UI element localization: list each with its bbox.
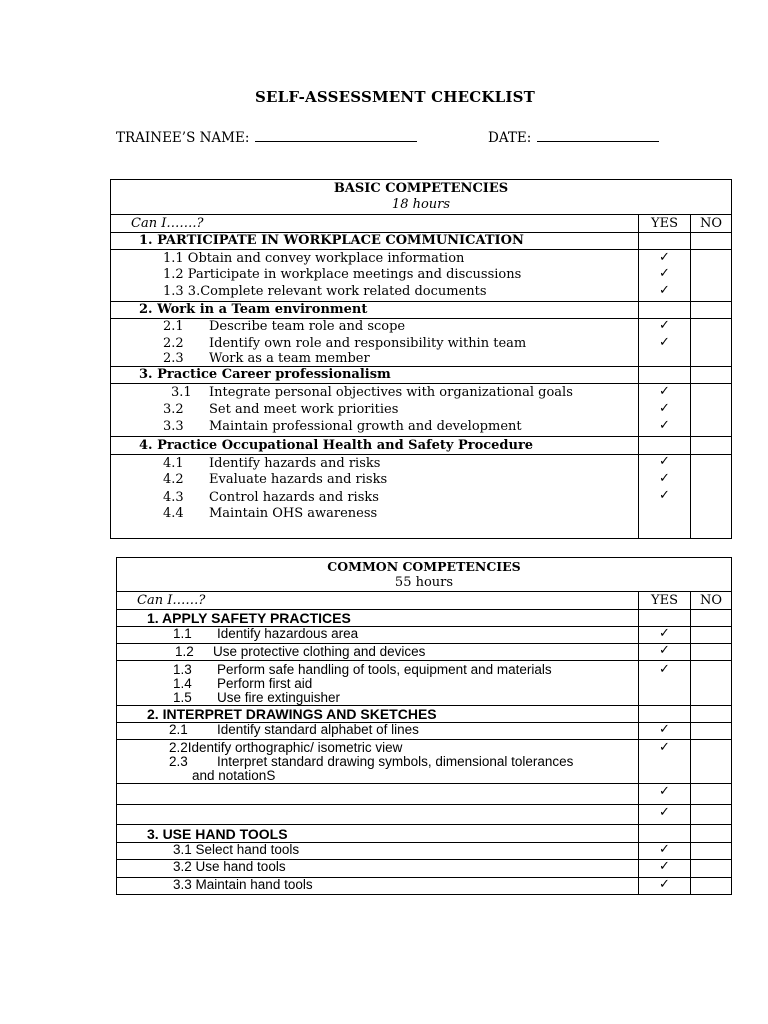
no-cell[interactable] (691, 319, 732, 367)
yes-cell[interactable] (639, 367, 691, 384)
column-header-row (117, 592, 732, 610)
section-header: BASIC COMPETENCIES (333, 181, 509, 196)
no-cell[interactable] (691, 627, 732, 644)
item-number: 2.3 (163, 351, 184, 366)
check-mark-icon: ✓ (659, 318, 670, 333)
no-cell[interactable] (691, 706, 732, 723)
table-row (117, 860, 732, 878)
no-cell[interactable] (691, 825, 732, 843)
item-cell (111, 250, 639, 302)
empty-cell (117, 784, 639, 805)
yes-cell[interactable] (639, 610, 691, 627)
item-number: 3.1 (171, 385, 192, 400)
table-header-row (111, 180, 732, 215)
item-number: 2.3 (169, 754, 188, 769)
table-row (117, 740, 732, 784)
basic-competencies-table (110, 179, 732, 539)
date-field[interactable] (488, 127, 659, 146)
competency-heading: 3. Practice Career professionalism (111, 367, 639, 384)
list-item: Identify own role and responsibility within team (209, 336, 527, 351)
yes-cell[interactable] (639, 878, 691, 895)
no-cell[interactable] (691, 384, 732, 437)
common-competencies-table (116, 557, 732, 895)
list-item: Interpret standard drawing symbols, dimensional tolerances (217, 754, 574, 769)
item-number: 3.3 (163, 419, 184, 434)
no-cell[interactable] (691, 367, 732, 384)
no-cell[interactable] (691, 437, 732, 455)
check-mark-icon: ✓ (659, 877, 670, 892)
table-row (111, 250, 732, 302)
no-cell[interactable] (691, 644, 732, 661)
yes-cell[interactable] (639, 644, 691, 661)
yes-cell[interactable] (639, 250, 691, 302)
no-cell[interactable] (691, 805, 732, 825)
check-mark-icon: ✓ (659, 401, 670, 416)
hours-label: 18 hours (391, 197, 451, 212)
check-mark-icon: ✓ (659, 454, 670, 469)
hours-label: 55 hours (394, 575, 454, 590)
page-title: SELF-ASSESSMENT CHECKLIST (255, 88, 535, 106)
item-cell (111, 319, 639, 367)
list-item: 3.3 Maintain hand tools (117, 878, 639, 895)
item-number: 4.3 (163, 490, 184, 505)
can-i-label: Can I……? (117, 592, 639, 610)
no-column-header: NO (691, 215, 732, 233)
table-row (117, 644, 732, 661)
trainee-name-label: TRAINEE’S NAME: (116, 130, 250, 146)
check-mark-icon: ✓ (659, 662, 670, 677)
yes-cell[interactable] (639, 233, 691, 250)
header-cell (117, 558, 732, 592)
competency-heading: 3. USE HAND TOOLS (117, 825, 639, 843)
table-row (117, 805, 732, 825)
check-mark-icon: ✓ (659, 805, 670, 820)
yes-column-header: YES (639, 215, 691, 233)
check-mark-icon: ✓ (659, 740, 670, 755)
item-number: 1.3 (173, 662, 192, 677)
item-number: 3.2 (163, 402, 184, 417)
list-item: Identify standard alphabet of lines (217, 722, 419, 737)
item-number: 1.4 (173, 676, 192, 691)
check-mark-icon: ✓ (659, 335, 670, 350)
table-row (111, 437, 732, 455)
table-row (111, 367, 732, 384)
check-mark-icon: ✓ (659, 471, 670, 486)
item-number: 4.2 (163, 472, 184, 487)
list-item: Use fire extinguisher (217, 690, 341, 705)
item-number: 2.1 (169, 722, 188, 737)
trainee-name-field[interactable] (116, 127, 417, 146)
no-cell[interactable] (691, 250, 732, 302)
item-number: 1.2 (175, 644, 194, 659)
table-row (117, 878, 732, 895)
table-row (111, 233, 732, 250)
yes-cell[interactable] (639, 860, 691, 878)
competency-heading: 2. Work in a Team environment (111, 302, 639, 319)
yes-cell[interactable] (639, 843, 691, 860)
list-item: Identify hazardous area (217, 626, 359, 641)
empty-cell (117, 805, 639, 825)
item-cell (117, 627, 639, 644)
check-mark-icon: ✓ (659, 283, 670, 298)
check-mark-icon: ✓ (659, 418, 670, 433)
list-item: Evaluate hazards and risks (209, 472, 388, 487)
check-mark-icon: ✓ (659, 643, 670, 658)
date-label: DATE: (488, 130, 532, 146)
table-row (117, 661, 732, 706)
item-number: 1.5 (173, 690, 192, 705)
competency-heading: 4. Practice Occupational Health and Safety Procedure (111, 437, 639, 455)
yes-cell[interactable] (639, 784, 691, 805)
table-row (111, 384, 732, 437)
competency-heading: 1. PARTICIPATE IN WORKPLACE COMMUNICATION (111, 233, 639, 250)
item-cell (117, 661, 639, 706)
yes-cell[interactable] (639, 437, 691, 455)
yes-column-header: YES (639, 592, 691, 610)
yes-cell[interactable] (639, 805, 691, 825)
item-number: 2.1 (163, 319, 184, 334)
item-number: 1.1 (173, 626, 192, 641)
list-item: Work as a team member (209, 351, 370, 366)
check-mark-icon: ✓ (659, 722, 670, 737)
table-row (117, 706, 732, 723)
item-number: 2.2 (163, 336, 184, 351)
list-item: Perform first aid (217, 676, 313, 691)
yes-cell[interactable] (639, 723, 691, 740)
check-mark-icon: ✓ (659, 488, 670, 503)
no-cell[interactable] (691, 661, 732, 706)
table-row (111, 302, 732, 319)
no-column-header: NO (691, 592, 732, 610)
check-mark-icon: ✓ (659, 626, 670, 641)
no-cell[interactable] (691, 784, 732, 805)
no-cell[interactable] (691, 233, 732, 250)
list-item: Integrate personal objectives with organizational goals (209, 385, 573, 400)
list-item: 3.2 Use hand tools (117, 860, 639, 878)
check-mark-icon: ✓ (659, 250, 670, 265)
list-item: Maintain OHS awareness (209, 506, 378, 521)
item-cell (111, 455, 639, 539)
check-mark-icon: ✓ (659, 842, 670, 857)
no-cell[interactable] (691, 860, 732, 878)
item-cell (117, 740, 639, 784)
table-row (117, 610, 732, 627)
list-item: Maintain professional growth and development (209, 419, 522, 434)
table-row (117, 627, 732, 644)
table-row (117, 784, 732, 805)
yes-cell[interactable] (639, 302, 691, 319)
yes-cell[interactable] (639, 825, 691, 843)
list-item: Control hazards and risks (209, 490, 379, 505)
check-mark-icon: ✓ (659, 784, 670, 799)
list-item: Use protective clothing and devices (213, 644, 426, 659)
item-cell (111, 384, 639, 437)
competency-heading: 2. INTERPRET DRAWINGS AND SKETCHES (117, 706, 639, 723)
section-header: COMMON COMPETENCIES (327, 559, 521, 574)
table-header-row (117, 558, 732, 592)
yes-cell[interactable] (639, 661, 691, 706)
item-number: 4.1 (163, 456, 184, 471)
table-row (117, 843, 732, 860)
check-mark-icon: ✓ (659, 859, 670, 874)
list-item: 2.2Identify orthographic/ isometric view (169, 740, 403, 755)
no-cell[interactable] (691, 302, 732, 319)
table-row (111, 455, 732, 539)
yes-cell[interactable] (639, 706, 691, 723)
trainee-name-line[interactable] (255, 127, 417, 142)
yes-cell[interactable] (639, 455, 691, 539)
table-row (117, 825, 732, 843)
yes-cell[interactable] (639, 319, 691, 367)
check-mark-icon: ✓ (659, 266, 670, 281)
no-cell[interactable] (691, 843, 732, 860)
list-item: Set and meet work priorities (209, 402, 399, 417)
can-i-label: Can I…….? (111, 215, 639, 233)
no-cell[interactable] (691, 723, 732, 740)
no-cell[interactable] (691, 740, 732, 784)
column-header-row (111, 215, 732, 233)
date-line[interactable] (537, 127, 659, 142)
yes-cell[interactable] (639, 627, 691, 644)
list-item: 1.1 Obtain and convey workplace information (163, 251, 465, 266)
list-item: 1.3 3.Complete relevant work related documents (163, 284, 487, 299)
item-cell (117, 723, 639, 740)
no-cell[interactable] (691, 878, 732, 895)
header-cell (111, 180, 732, 215)
list-item: Describe team role and scope (209, 319, 406, 334)
item-cell (117, 644, 639, 661)
item-number: 4.4 (163, 506, 184, 521)
list-item: and notationS (192, 768, 276, 783)
no-cell[interactable] (691, 610, 732, 627)
list-item: 3.1 Select hand tools (117, 843, 639, 860)
yes-cell[interactable] (639, 384, 691, 437)
table-row (111, 319, 732, 367)
table-row (117, 723, 732, 740)
check-mark-icon: ✓ (659, 384, 670, 399)
yes-cell[interactable] (639, 740, 691, 784)
list-item: Identify hazards and risks (209, 456, 381, 471)
list-item: Perform safe handling of tools, equipment and materials (217, 662, 552, 677)
no-cell[interactable] (691, 455, 732, 539)
list-item: 1.2 Participate in workplace meetings and discussions (163, 267, 522, 282)
competency-heading: 1. APPLY SAFETY PRACTICES (117, 610, 639, 627)
